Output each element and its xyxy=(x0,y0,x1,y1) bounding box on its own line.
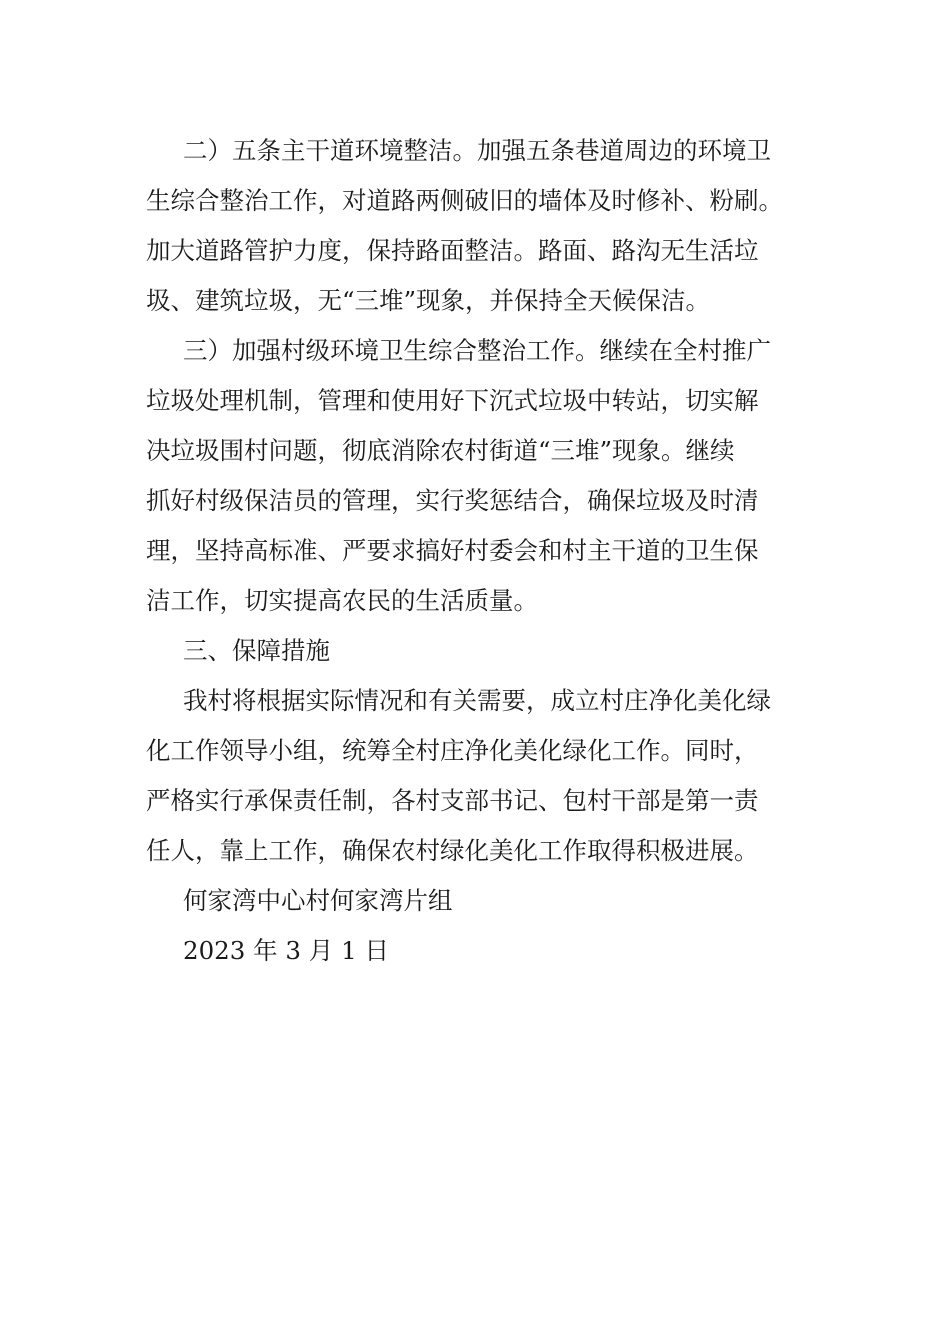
paragraph-line: 三）加强村级环境卫生综合整治工作。继续在全村推广 xyxy=(183,336,771,365)
paragraph-line: 洁工作，切实提高农民的生活质量。 xyxy=(146,586,538,615)
paragraph-line: 圾、建筑垃圾，无“三堆”现象，并保持全天候保洁。 xyxy=(146,286,711,315)
paragraph-line: 我村将根据实际情况和有关需要，成立村庄净化美化绿 xyxy=(183,686,771,715)
paragraph-line: 加大道路管护力度，保持路面整洁。路面、路沟无生活垃 xyxy=(146,236,759,265)
section-heading-safeguards xyxy=(146,626,806,676)
paragraph-line: 任人，靠上工作，确保农村绿化美化工作取得积极进展。 xyxy=(146,836,759,865)
section-heading: 三、保障措施 xyxy=(183,636,330,665)
paragraph-safeguards xyxy=(146,676,806,876)
paragraph-line: 二）五条主干道环境整洁。加强五条巷道周边的环境卫 xyxy=(183,136,771,165)
paragraph-village-sanitation xyxy=(146,326,806,626)
paragraph-line: 生综合整治工作，对道路两侧破旧的墙体及时修补、粉刷。 xyxy=(146,186,783,215)
paragraph-line: 决垃圾围村问题，彻底消除农村街道“三堆”现象。继续 xyxy=(146,436,735,465)
paragraph-main-roads xyxy=(146,126,806,326)
signature-date: 2023 年 3 月 1 日 xyxy=(183,936,389,965)
paragraph-line: 抓好村级保洁员的管理，实行奖惩结合，确保垃圾及时清 xyxy=(146,486,759,515)
paragraph-line: 理，坚持高标准、严要求搞好村委会和村主干道的卫生保 xyxy=(146,536,759,565)
paragraph-line: 垃圾处理机制，管理和使用好下沉式垃圾中转站，切实解 xyxy=(146,386,759,415)
paragraph-line: 化工作领导小组，统筹全村庄净化美化绿化工作。同时， xyxy=(146,736,759,765)
document-body xyxy=(146,126,806,976)
signature-block xyxy=(146,876,806,976)
paragraph-line: 严格实行承保责任制，各村支部书记、包村干部是第一责 xyxy=(146,786,759,815)
signature-organization: 何家湾中心村何家湾片组 xyxy=(183,886,453,915)
